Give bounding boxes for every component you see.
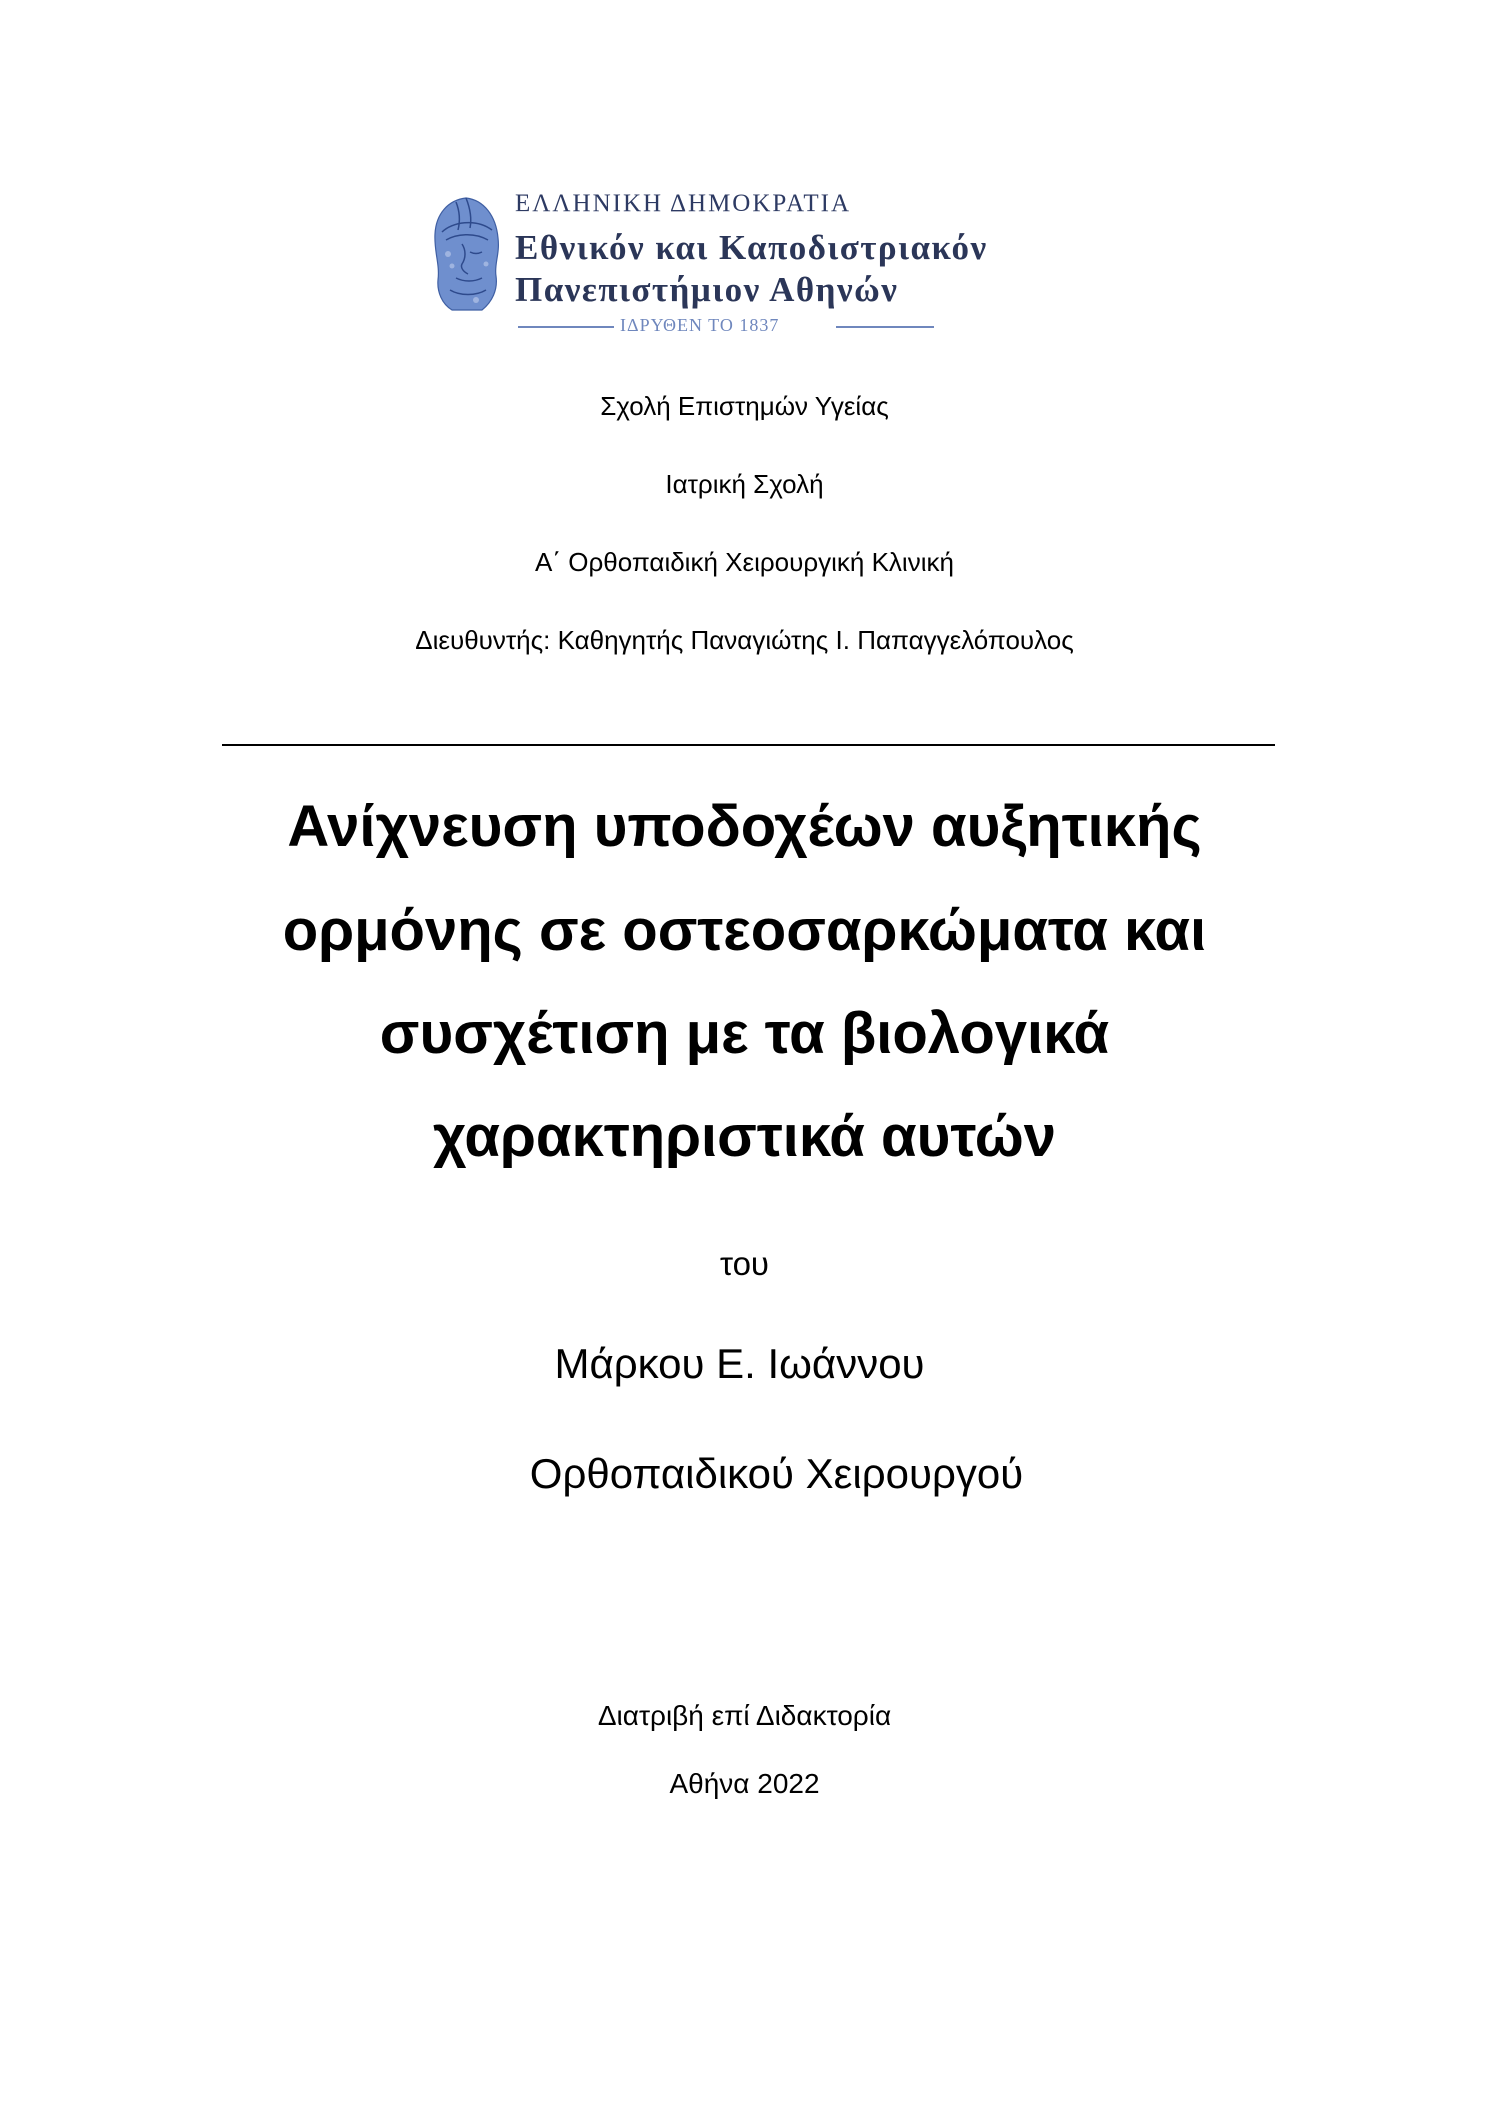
thesis-title-line-3: συσχέτιση με τα βιολογικά (379, 1001, 1110, 1066)
logo-founded-text: ΙΔΡΥΘΕΝ ΤΟ 1837 (620, 315, 780, 335)
thesis-title-line-2: ορμόνης σε οστεοσαρκώματα και (282, 898, 1207, 963)
logo-left-dash (518, 326, 614, 328)
thesis-title-line-1: Ανίχνευση υποδοχέων αυξητικής (287, 794, 1202, 859)
clinic-name: Α΄ Ορθοπαιδική Χειρουργική Κλινική (535, 547, 954, 577)
logo-right-dash (836, 326, 934, 328)
place-and-year: Αθήνα 2022 (669, 1768, 820, 1799)
logo-university-name-line2: Πανεπιστήμιον Αθηνών (515, 270, 899, 309)
university-logo (420, 182, 1060, 342)
school-name: Σχολή Επιστημών Υγείας (600, 391, 889, 421)
logo-republic-text: ΕΛΛΗΝΙΚΗ ΔΗΜΟΚΡΑΤΙΑ (515, 190, 851, 217)
thesis-title-line-4: χαρακτηριστικά αυτών (433, 1104, 1056, 1169)
faculty-name: Ιατρική Σχολή (665, 469, 824, 499)
author-role: Ορθοπαιδικού Χειρουργού (529, 1450, 1024, 1497)
author-preposition: του (720, 1245, 769, 1282)
clinic-director: Διευθυντής: Καθηγητής Παναγιώτης Ι. Παπαγγελόπουλος (415, 625, 1074, 655)
horizontal-divider (222, 744, 1275, 746)
author-name: Μάρκου Ε. Ιωάννου (554, 1340, 925, 1387)
athena-head-emblem-icon (426, 194, 508, 314)
logo-university-name-line1: Εθνικόν και Καποδιστριακόν (515, 228, 988, 267)
logo-founded-row (518, 315, 938, 337)
thesis-type: Διατριβή επί Διδακτορία (597, 1700, 892, 1731)
